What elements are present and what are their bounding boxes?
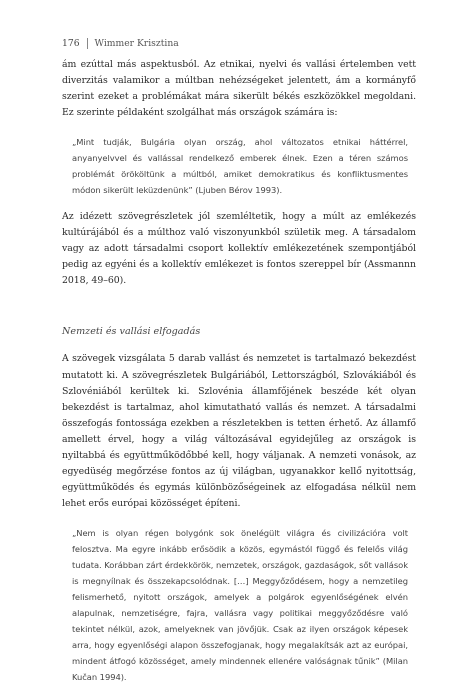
section-subheading: Nemzeti és vallási elfogadás — [62, 326, 201, 338]
paragraph-intro: ám ezúttal más aspektusból. Az etnikai, nyelvi és vallási értelemben vett diverzitás valamikor a múltban nehézségeket jelentett, ám a kormányfő szerint ezeket a problémákat mára sikerült békés eszközökkel megoldani. Ez szerinte példaként szolgálhat más országok számára is: — [62, 59, 416, 119]
paragraph-memory: Az idézett szövegrészletek jól szemléltetik, hogy a múlt az emlékezés kultúrájából és a múlthoz való viszonyunkból születik meg. A társadalom vagy az adott társadalmi csoport kollektív emlékezetének szempontjából pedig az egyéni és a kollektív emlékezet is fontos szereppel bír (Assmannn 2018, 49–60). — [62, 211, 416, 287]
page-number: 176 — [62, 37, 80, 49]
block-quote-kucan: „Nem is olyan régen bolygónk sok önelégült világra és civilizációra volt felosztva. Ma egyre inkább erősödik a közös, egymástól függő és felelős világ tudata. Korábban zárt érdekkörök, nemzetek, országok, gazdaságok, sőt vallások is megnyílnak és összekapcsolódnak. […] Meggyőződésem, hogy a nemzetileg felismerhető, nyitott országok, amelyek a polgárok egyenlőségének elvén alapulnak, nemzetiségre, fajra, vallásra vagy politikai meggyőződésre való tekintet nélkül, azok, amelyeknek van jövőjük. Csak az ilyen országok képesek arra, hogy egyenlőségi alapon összefogjanak, hogy megalakítsák azt az európai, mindent átfogó közösséget, amely mindennek ellenére valóságnak tűnik” (Milan Kučan 1994). — [72, 528, 408, 682]
page-body — [62, 57, 416, 685]
header-divider — [87, 38, 88, 49]
paragraph-analysis: A szövegek vizsgálata 5 darab vallást és nemzetet is tartalmazó bekezdést mutatott ki. A szövegrészletek Bulgáriából, Lettországból, Szlovákiából és Szlovéniából kerültek ki. Szlovénia államfőjének beszéde két olyan bekezdést is tartalmaz, ahol kimutatható vallás és nemzet. A társadalmi összefogás fontossága ezekben a részletekben is tetten érhető. Az államfő amellett érvel, hogy a világ változásával egyidejűleg az országok is nyiltabbá és együttműködőbbé kell, hogy váljanak. A nemzeti vonások, az egyedüség megőrzése fontos az új világban, ugyanakkor kellő nyitottság, együttműködés és egymás különbözőségeinek az elfogadása nélkül nem lehet erős európai közösséget építeni. — [62, 353, 416, 510]
author-name: Wimmer Krisztina — [94, 37, 179, 49]
running-header — [62, 36, 179, 50]
block-quote-berov: „Mint tudják, Bulgária olyan ország, ahol változatos etnikai háttérrel, anyanyelvvel és vallással rendelkező emberek élnek. Ezen a téren számos problémát örököltünk a múltból, amiket demokratikus és konfliktusmentes módon sikerült leküzdenünk” (Ljuben Bérov 1993). — [72, 137, 408, 196]
